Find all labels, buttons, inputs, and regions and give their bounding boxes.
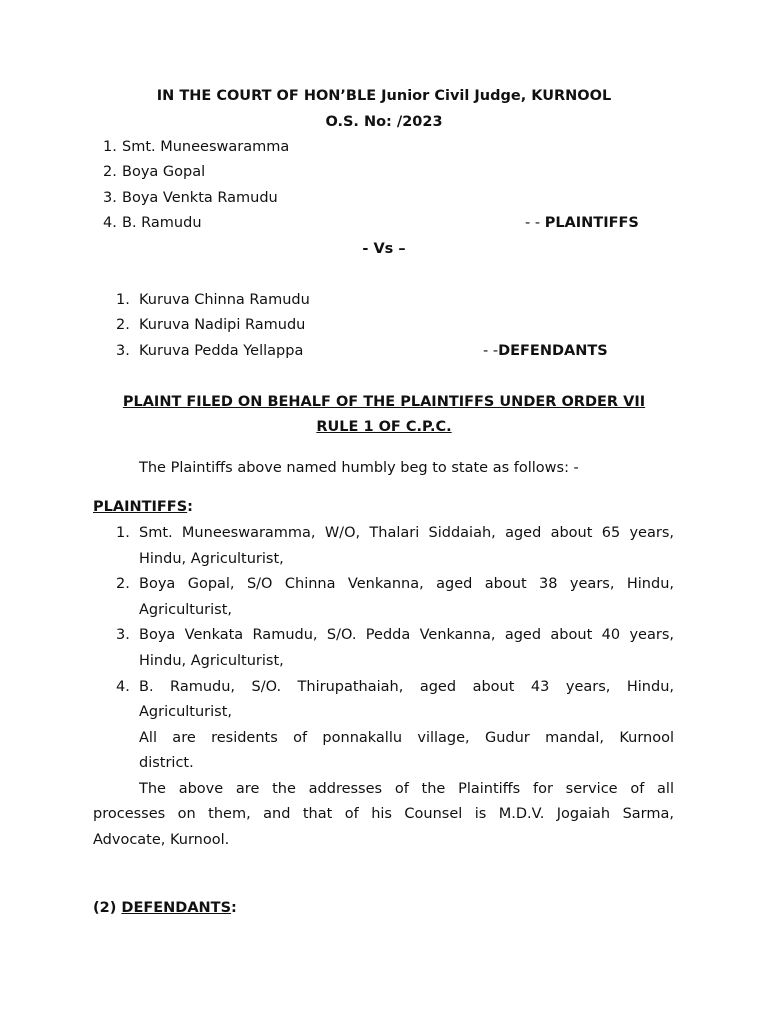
defendants-role-label <box>483 341 608 361</box>
defendant-short-name: Kuruva Pedda Yellappa <box>139 343 304 359</box>
plaintiff-short-number: 1. <box>103 139 117 155</box>
defendant-short-number: 3. <box>116 343 130 359</box>
plaintiff-detail-line: Hindu, Agriculturist, <box>139 551 284 567</box>
plaintiff-short-name: B. Ramudu <box>122 215 202 231</box>
versus-label: - Vs – <box>362 241 406 257</box>
intro-paragraph: The Plaintiffs above named humbly beg to state as follows: - <box>139 460 579 476</box>
plaintiff-detail-line: Agriculturist, <box>139 704 233 720</box>
role-dash: - - <box>483 343 499 359</box>
plaintiff-detail-line: Boya Gopal, S/O Chinna Venkanna, aged about 38 years, Hindu, <box>139 576 674 592</box>
plaintiff-number: 1. <box>116 525 130 541</box>
plaintiff-short-number: 4. <box>103 215 117 231</box>
defendant-short-number: 2. <box>116 317 130 333</box>
defendant-short-name: Kuruva Nadipi Ramudu <box>139 317 306 333</box>
role-dash: - - <box>525 215 541 231</box>
suit-number: O.S. No: /2023 <box>325 114 443 130</box>
defendants-heading-colon: : <box>231 900 237 916</box>
address-line: Advocate, Kurnool. <box>93 832 230 848</box>
plaintiff-detail-line: Smt. Muneeswaramma, W/O, Thalari Siddaiah, aged about 65 years, <box>139 525 674 541</box>
plaintiff-number: 4. <box>116 679 130 695</box>
plaintiff-detail-line: Agriculturist, <box>139 602 233 618</box>
residence-line: All are residents of ponnakallu village, Gudur mandal, Kurnool <box>139 730 674 746</box>
plaintiff-detail-line: Boya Venkata Ramudu, S/O. Pedda Venkanna, aged about 40 years, <box>139 627 674 643</box>
plaintiffs-heading-colon: : <box>187 499 193 515</box>
plaintiff-short-number: 3. <box>103 190 117 206</box>
plaintiffs-role-label <box>525 213 639 233</box>
address-line: processes on them, and that of his Counsel is M.D.V. Jogaiah Sarma, <box>93 806 674 822</box>
plaintiff-detail-line: B. Ramudu, S/O. Thirupathaiah, aged about 43 years, Hindu, <box>139 679 674 695</box>
defendant-short-name: Kuruva Chinna Ramudu <box>139 292 310 308</box>
residence-line: district. <box>139 755 194 771</box>
plaintiffs-heading-text: PLAINTIFFS <box>93 499 188 515</box>
defendants-section-heading <box>93 898 237 918</box>
address-line: The above are the addresses of the Plaintiffs for service of all <box>139 781 674 797</box>
plaintiffs-role: PLAINTIFFS <box>544 215 639 231</box>
defendant-short-number: 1. <box>116 292 130 308</box>
plaintiff-detail-line: Hindu, Agriculturist, <box>139 653 284 669</box>
defendants-section-number: (2) <box>93 900 117 916</box>
plaint-heading-line-2: RULE 1 OF C.P.C. <box>316 419 452 435</box>
defendants-heading-text: DEFENDANTS <box>121 900 232 916</box>
plaintiff-number: 3. <box>116 627 130 643</box>
plaintiffs-section-heading <box>93 497 193 517</box>
plaintiff-number: 2. <box>116 576 130 592</box>
plaint-heading-line-1: PLAINT FILED ON BEHALF OF THE PLAINTIFFS UNDER ORDER VII <box>122 394 646 410</box>
plaintiff-short-name: Smt. Muneeswaramma <box>122 139 290 155</box>
plaintiff-short-name: Boya Gopal <box>122 164 206 180</box>
defendants-role: DEFENDANTS <box>498 343 608 359</box>
plaintiff-short-name: Boya Venkta Ramudu <box>122 190 278 206</box>
plaintiff-short-number: 2. <box>103 164 117 180</box>
court-title: IN THE COURT OF HON’BLE Junior Civil Judge, KURNOOL <box>156 88 612 104</box>
